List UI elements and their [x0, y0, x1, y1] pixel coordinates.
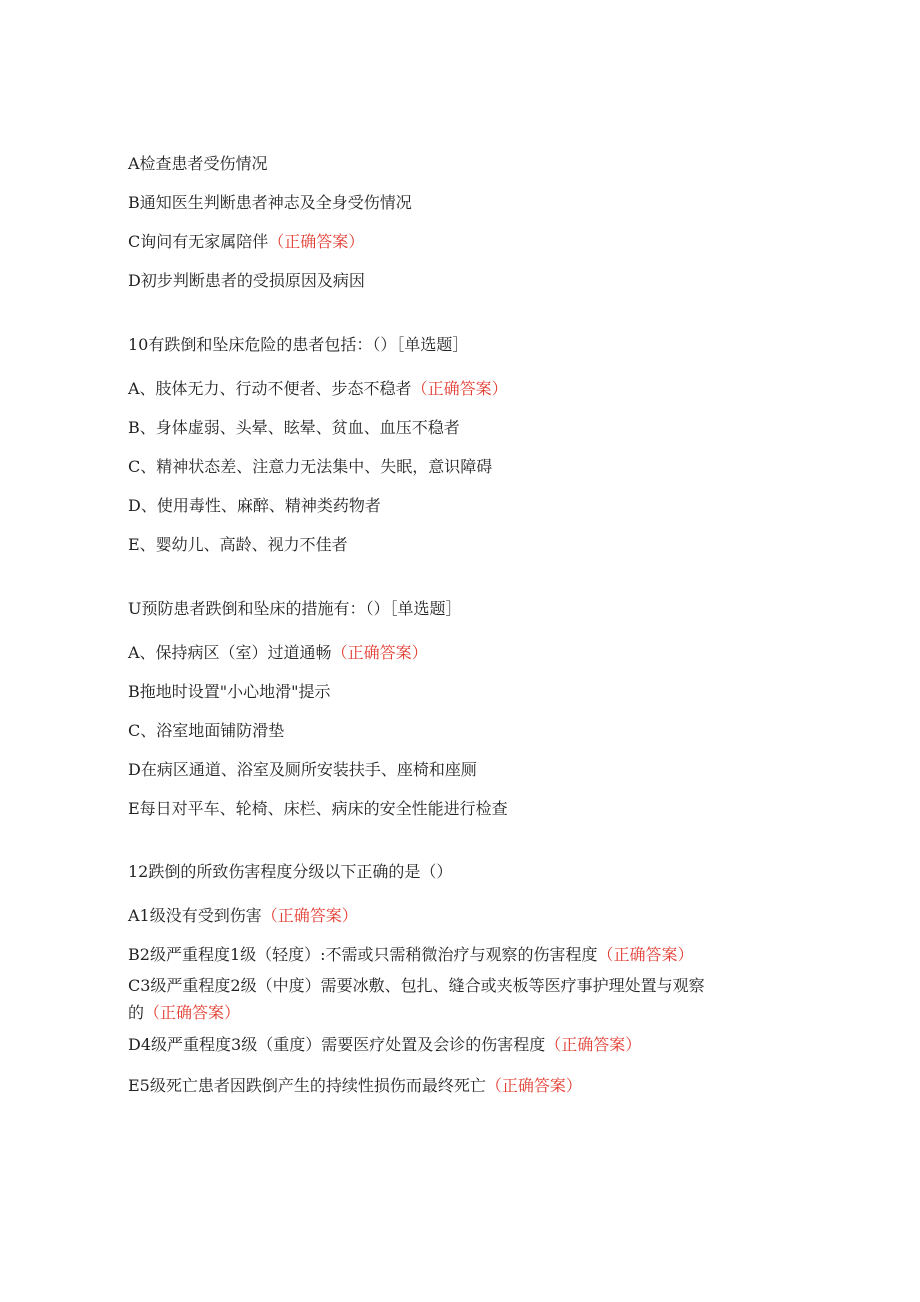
option-text: B拖地时设置"小心地滑"提示 — [128, 682, 331, 701]
correct-answer-mark: （正确答案） — [331, 643, 428, 662]
option-text: A、保持病区（室）过道通畅 — [128, 643, 332, 662]
correct-answer-mark: （正确答案） — [545, 1035, 642, 1054]
option-text: B通知医生判断患者神志及全身受伤情况 — [128, 193, 412, 212]
option-text: B2级严重程度1级（轻度）:不需或只需稍微治疗与观察的伤害程度 — [128, 945, 598, 964]
q9-option-d — [128, 270, 365, 292]
q10-option-c — [128, 456, 492, 478]
option-text: D4级严重程度3级（重度）需要医疗处置及会诊的伤害程度 — [128, 1035, 546, 1054]
q10-option-a — [128, 378, 508, 400]
q12-option-b — [128, 944, 694, 966]
q12-option-c-continued — [128, 1002, 240, 1024]
q9-option-a — [128, 153, 268, 175]
q11-option-b — [128, 681, 330, 703]
option-text: E、婴幼儿、高龄、视力不佳者 — [128, 535, 348, 554]
q10-title — [128, 334, 468, 356]
q9-option-c — [128, 231, 364, 253]
q11-option-e — [128, 798, 508, 820]
q12-title — [128, 861, 452, 883]
correct-answer-mark: （正确答案） — [411, 379, 508, 398]
correct-answer-mark: （正确答案） — [261, 906, 358, 925]
q11-option-c — [128, 720, 284, 742]
question-title: 10有跌倒和坠床危险的患者包括：（）［单选题］ — [128, 335, 469, 354]
q9-option-b — [128, 192, 412, 214]
correct-answer-mark: （正确答案） — [485, 1076, 582, 1095]
q11-option-a — [128, 642, 428, 664]
option-text: D在病区通道、浴室及厕所安装扶手、座椅和座厕 — [128, 760, 477, 779]
q12-option-a — [128, 905, 358, 927]
option-text: E5级死亡患者因跌倒产生的持续性损伤而最终死亡 — [128, 1076, 486, 1095]
option-text: 的 — [128, 1003, 145, 1022]
option-text: C3级严重程度2级（中度）需要冰敷、包扎、缝合或夹板等医疗事护理处置与观察 — [128, 976, 705, 995]
option-text: D、使用毒性、麻醉、精神类药物者 — [128, 496, 381, 515]
correct-answer-mark: （正确答案） — [597, 945, 694, 964]
q10-option-d — [128, 495, 381, 517]
q10-option-b — [128, 417, 460, 439]
q11-option-d — [128, 759, 477, 781]
option-text: A、肢体无力、行动不便者、步态不稳者 — [128, 379, 412, 398]
question-title: U预防患者跌倒和坠床的措施有：（）［单选题］ — [128, 599, 462, 618]
option-text: C、浴室地面铺防滑垫 — [128, 721, 285, 740]
q12-option-c — [128, 975, 705, 997]
option-text: A1级没有受到伤害 — [128, 906, 262, 925]
option-text: C、精神状态差、注意力无法集中、失眠，意识障碍 — [128, 457, 493, 476]
option-text: B、身体虚弱、头晕、眩晕、贫血、血压不稳者 — [128, 418, 460, 437]
option-text: C询问有无家属陪伴 — [128, 232, 269, 251]
option-text: D初步判断患者的受损原因及病因 — [128, 271, 365, 290]
option-text: E每日对平车、轮椅、床栏、病床的安全性能进行检查 — [128, 799, 508, 818]
q12-option-d — [128, 1034, 641, 1056]
q10-option-e — [128, 534, 348, 556]
q11-title — [128, 598, 462, 620]
correct-answer-mark: （正确答案） — [144, 1003, 241, 1022]
correct-answer-mark: （正确答案） — [268, 232, 365, 251]
question-title: 12跌倒的所致伤害程度分级以下正确的是（） — [128, 862, 453, 881]
option-text: A检查患者受伤情况 — [128, 154, 268, 173]
q12-option-e — [128, 1075, 582, 1097]
